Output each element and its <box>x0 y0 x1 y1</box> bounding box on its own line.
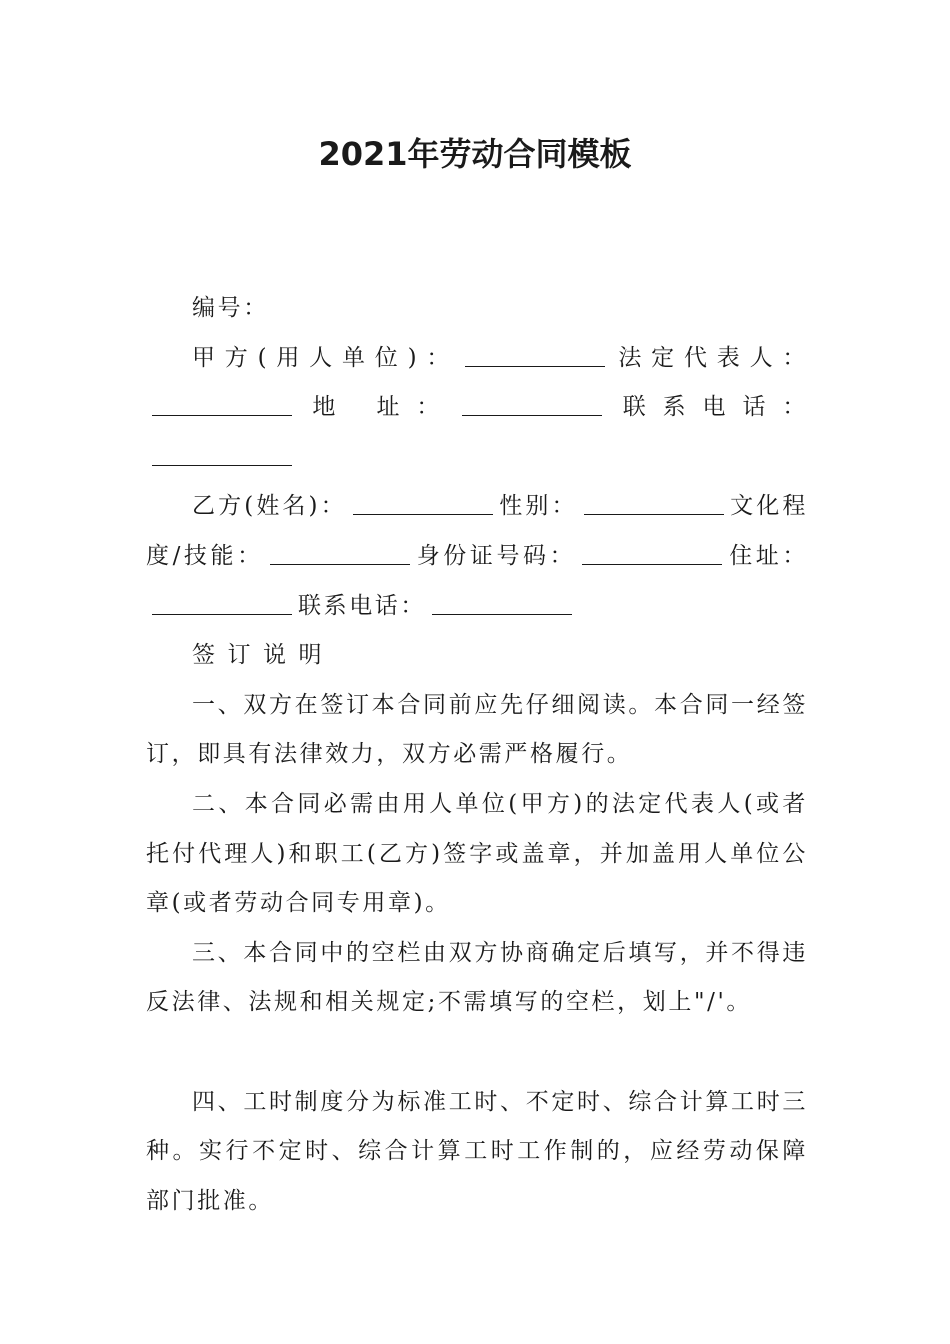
document-body <box>146 284 808 1226</box>
legal-rep-label: 法定代表人： <box>611 344 808 371</box>
party-a-blank[interactable] <box>465 344 605 367</box>
phone-a-label: 联系电话： <box>608 394 808 421</box>
legal-rep-blank[interactable] <box>152 393 292 416</box>
id-label: 身份证号码： <box>415 542 577 569</box>
contract-number-line <box>146 284 808 334</box>
address-blank[interactable] <box>462 393 602 416</box>
gender-blank[interactable] <box>584 492 724 515</box>
address-label: 地 址： <box>298 394 457 421</box>
education-blank[interactable] <box>270 542 410 565</box>
residence-label: 住址： <box>728 542 808 569</box>
number-label: 编号： <box>192 295 269 321</box>
phone-a-blank[interactable] <box>152 443 292 466</box>
education-label: 文化程度/技能： <box>146 493 808 569</box>
party-b-label: 乙方(姓名)： <box>192 493 347 520</box>
party-a-label: 甲方(用人单位)： <box>192 344 460 371</box>
residence-blank[interactable] <box>152 592 292 615</box>
clause-2: 二、本合同必需由用人单位(甲方)的法定代表人(或者托付代理人)和职工(乙方)签字或盖章，并加盖用人单位公章(或者劳动合同专用章)。 <box>146 790 808 917</box>
party-b-blank[interactable] <box>353 492 493 515</box>
gender-label: 性别： <box>498 493 578 520</box>
party-b-line <box>146 482 808 631</box>
id-blank[interactable] <box>582 542 722 565</box>
section-heading: 签 订 说 明 <box>192 642 325 669</box>
phone-b-label: 联系电话： <box>298 592 426 619</box>
clause-4: 四、工时制度分为标准工时、不定时、综合计算工时三种。实行不定时、综合计算工时工作制的，应经劳动保障部门批准。 <box>146 1088 808 1214</box>
party-a-line <box>146 334 808 483</box>
clause-1: 一、双方在签订本合同前应先仔细阅读。本合同一经签订，即具有法律效力，双方必需严格履行。 <box>146 691 808 768</box>
document-title: 2021年劳动合同模板 <box>318 135 632 173</box>
phone-b-blank[interactable] <box>432 592 572 615</box>
clause-3: 三、本合同中的空栏由双方协商确定后填写，并不得违反法律、法规和相关规定;不需填写的空栏，划上"/'。 <box>146 939 808 1016</box>
